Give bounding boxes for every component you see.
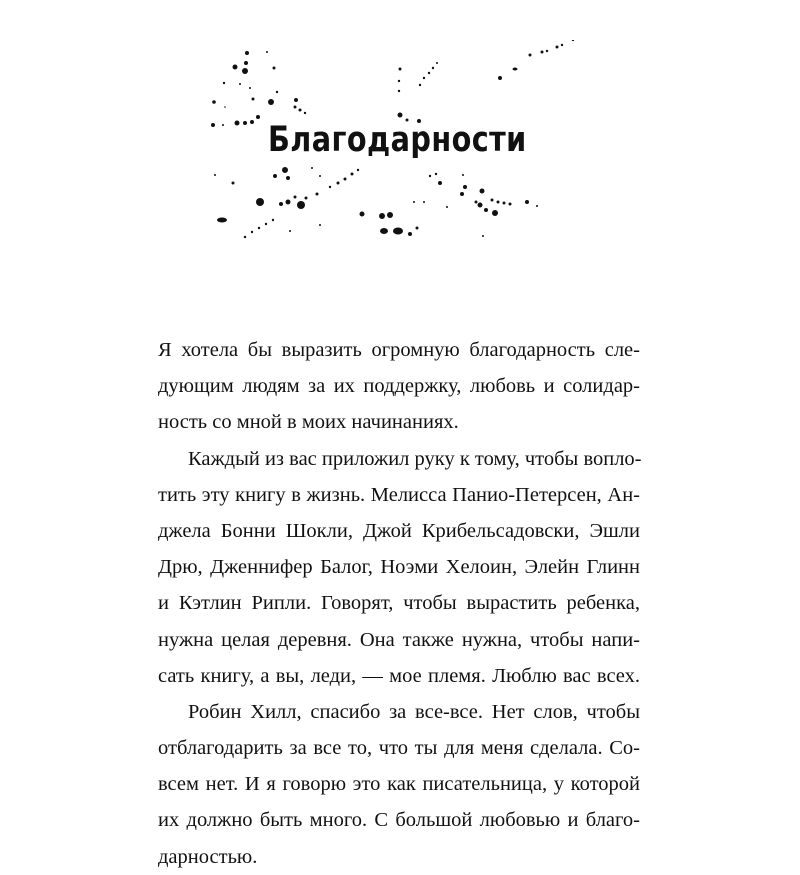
page-title: Благодарности: [268, 120, 527, 160]
text-line: сать книгу, а вы, леди, — мое племя. Люблю вас всех.: [158, 664, 640, 687]
paragraph-2: [158, 441, 640, 694]
text-line: Каждый из вас приложил руку к тому, чтобы вопло-: [188, 447, 642, 470]
text-line: Дрю, Дженнифер Балог, Ноэми Хелоин, Элейн Глинн: [158, 556, 640, 579]
acknowledgements-body: [158, 332, 640, 875]
text-line: ность со мной в моих начинаниях.: [158, 411, 459, 434]
text-line: дующим людям за их поддержку, любовь и солидар-: [158, 375, 640, 398]
text-line: тить эту книгу в жизнь. Мелисса Панио-Петерсен, Ан-: [158, 483, 640, 506]
text-line: дарностью.: [158, 845, 258, 868]
text-line: и Кэтлин Рипли. Говорят, чтобы вырастить ребенка,: [158, 592, 640, 615]
paragraph-3: [158, 694, 640, 875]
text-line: Робин Хилл, спасибо за все-все. Нет слов, чтобы: [188, 700, 640, 723]
paragraph-1: [158, 332, 640, 441]
text-line: их должно быть много. С большой любовью и благо-: [158, 809, 640, 832]
text-line: отблагодарить за все то, что ты для меня сделала. Со-: [158, 737, 640, 760]
text-line: джела Бонни Шокли, Джой Крибельсадовски, Эшли: [158, 519, 640, 542]
text-line: всем нет. И я говорю это как писательница, у которой: [158, 773, 640, 796]
text-line: Я хотела бы выразить огромную благодарность сле-: [158, 339, 640, 361]
text-line: нужна целая деревня. Она также нужна, чтобы напи-: [158, 628, 640, 651]
